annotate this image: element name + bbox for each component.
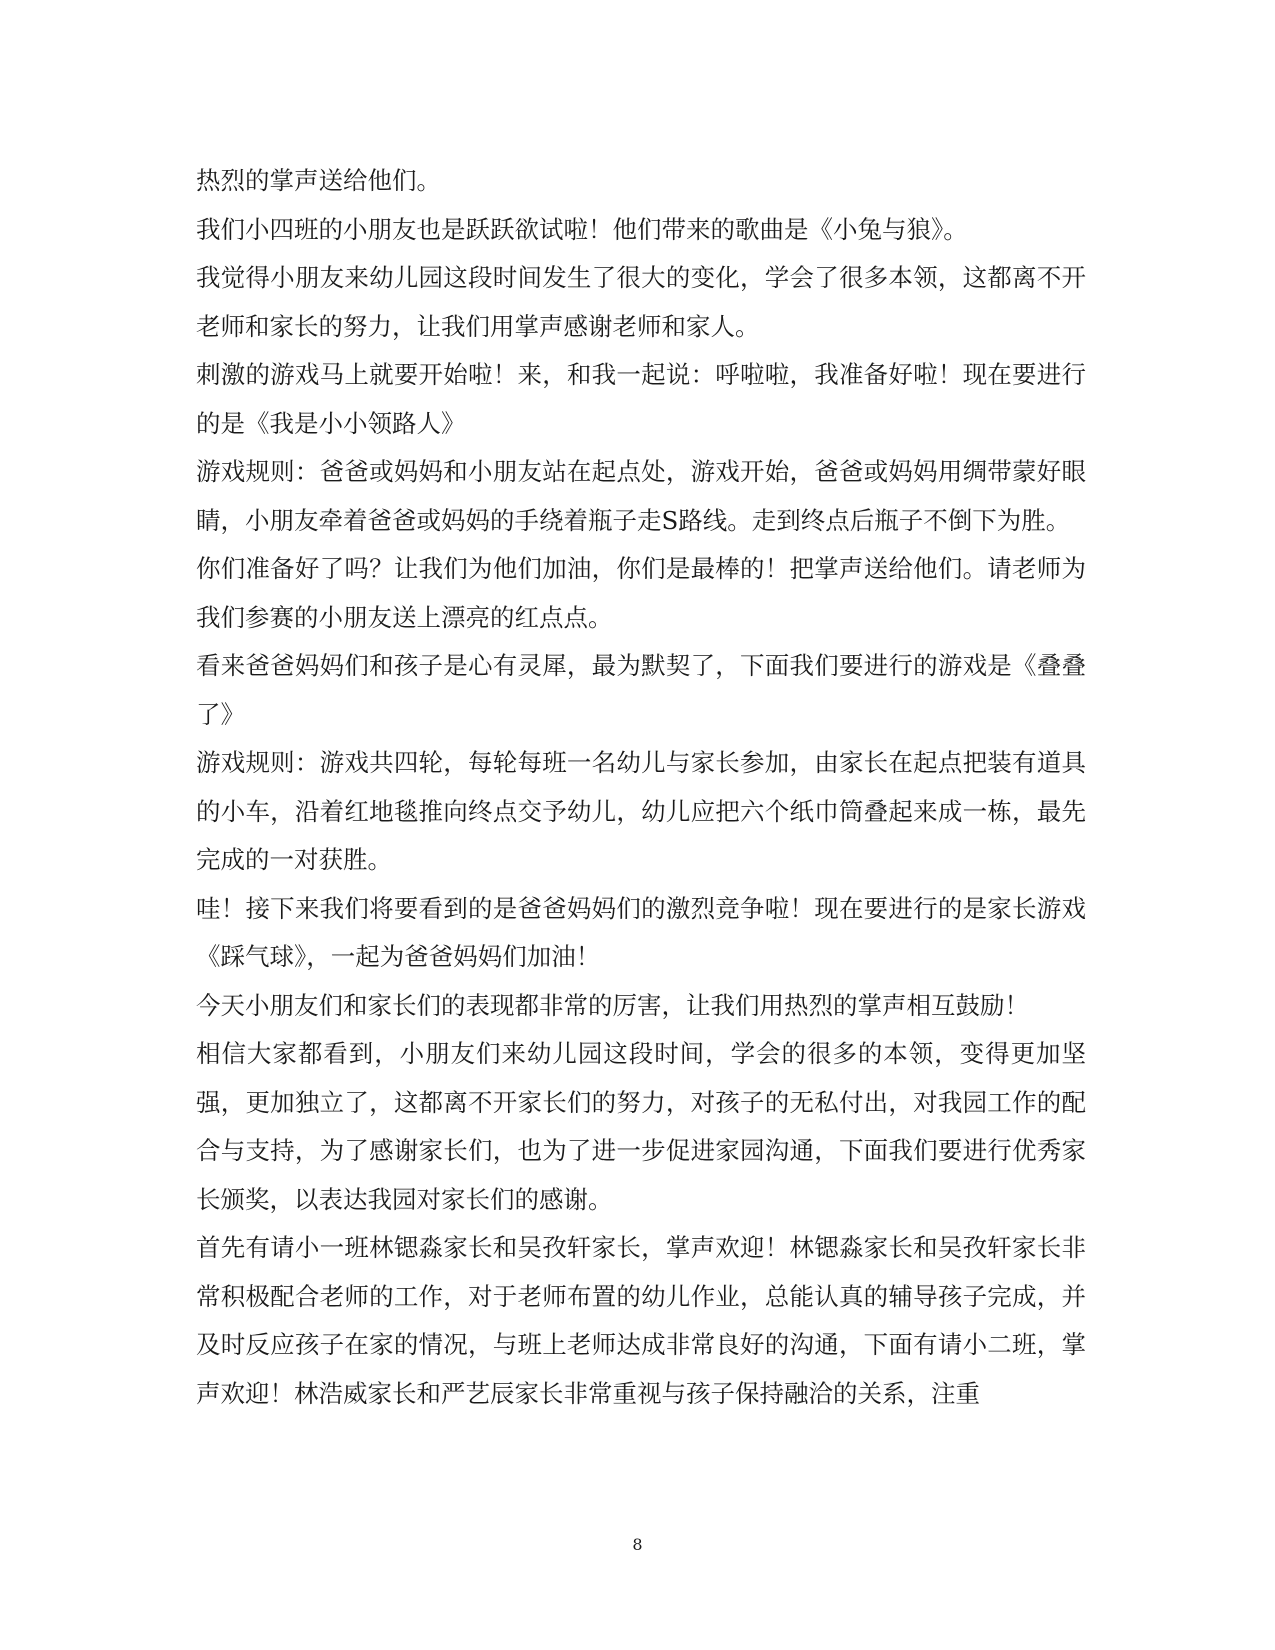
paragraph: 游戏规则：游戏共四轮，每轮每班一名幼儿与家长参加，由家长在起点把装有道具的小车，沿着红地毯推向终点交予幼儿，幼儿应把六个纸巾筒叠起来成一栋，最先完成的一对获胜。 — [196, 748, 1086, 874]
paragraph: 相信大家都看到，小朋友们来幼儿园这段时间，学会的很多的本领，变得更加坚强，更加独立了，这都离不开家长们的努力，对孩子的无私付出，对我园工作的配合与支持，为了感谢家长们，也为了进一步促进家园沟通，下面我们要进行优秀家长颁奖，以表达我园对家长们的感谢。 — [196, 1039, 1086, 1214]
paragraph: 首先有请小一班林锶淼家长和吴孜轩家长，掌声欢迎！林锶淼家长和吴孜轩家长非常积极配合老师的工作，对于老师布置的幼儿作业，总能认真的辅导孩子完成，并及时反应孩子在家的情况，与班上老师达成非常良好的沟通，下面有请小二班，掌声欢迎！林浩威家长和严艺辰家长非常重视与孩子保持融洽的关系，注重 — [196, 1233, 1086, 1408]
paragraph: 看来爸爸妈妈们和孩子是心有灵犀，最为默契了，下面我们要进行的游戏是《叠叠了》 — [196, 651, 1086, 729]
paragraph: 我觉得小朋友来幼儿园这段时间发生了很大的变化，学会了很多本领，这都离不开老师和家长的努力，让我们用掌声感谢老师和家人。 — [196, 263, 1086, 341]
paragraph: 你们准备好了吗？让我们为他们加油，你们是最棒的！把掌声送给他们。请老师为我们参赛的小朋友送上漂亮的红点点。 — [196, 554, 1086, 632]
paragraph: 哇！接下来我们将要看到的是爸爸妈妈们的激烈竞争啦！现在要进行的是家长游戏《踩气球》，一起为爸爸妈妈们加油！ — [196, 893, 1086, 971]
body-text — [196, 157, 1086, 1418]
paragraph: 我们小四班的小朋友也是跃跃欲试啦！他们带来的歌曲是《小兔与狼》。 — [196, 214, 968, 244]
paragraph: 刺激的游戏马上就要开始啦！来，和我一起说：呼啦啦，我准备好啦！现在要进行的是《我是小小领路人》 — [196, 360, 1086, 438]
page-number: 8 — [632, 1535, 643, 1554]
paragraph: 今天小朋友们和家长们的表现都非常的厉害，让我们用热烈的掌声相互鼓励！ — [196, 990, 1029, 1020]
paragraph: 游戏规则：爸爸或妈妈和小朋友站在起点处，游戏开始，爸爸或妈妈用绸带蒙好眼睛，小朋友牵着爸爸或妈妈的手绕着瓶子走S路线。走到终点后瓶子不倒下为胜。 — [196, 457, 1086, 535]
paragraph: 热烈的掌声送给他们。 — [196, 166, 441, 195]
